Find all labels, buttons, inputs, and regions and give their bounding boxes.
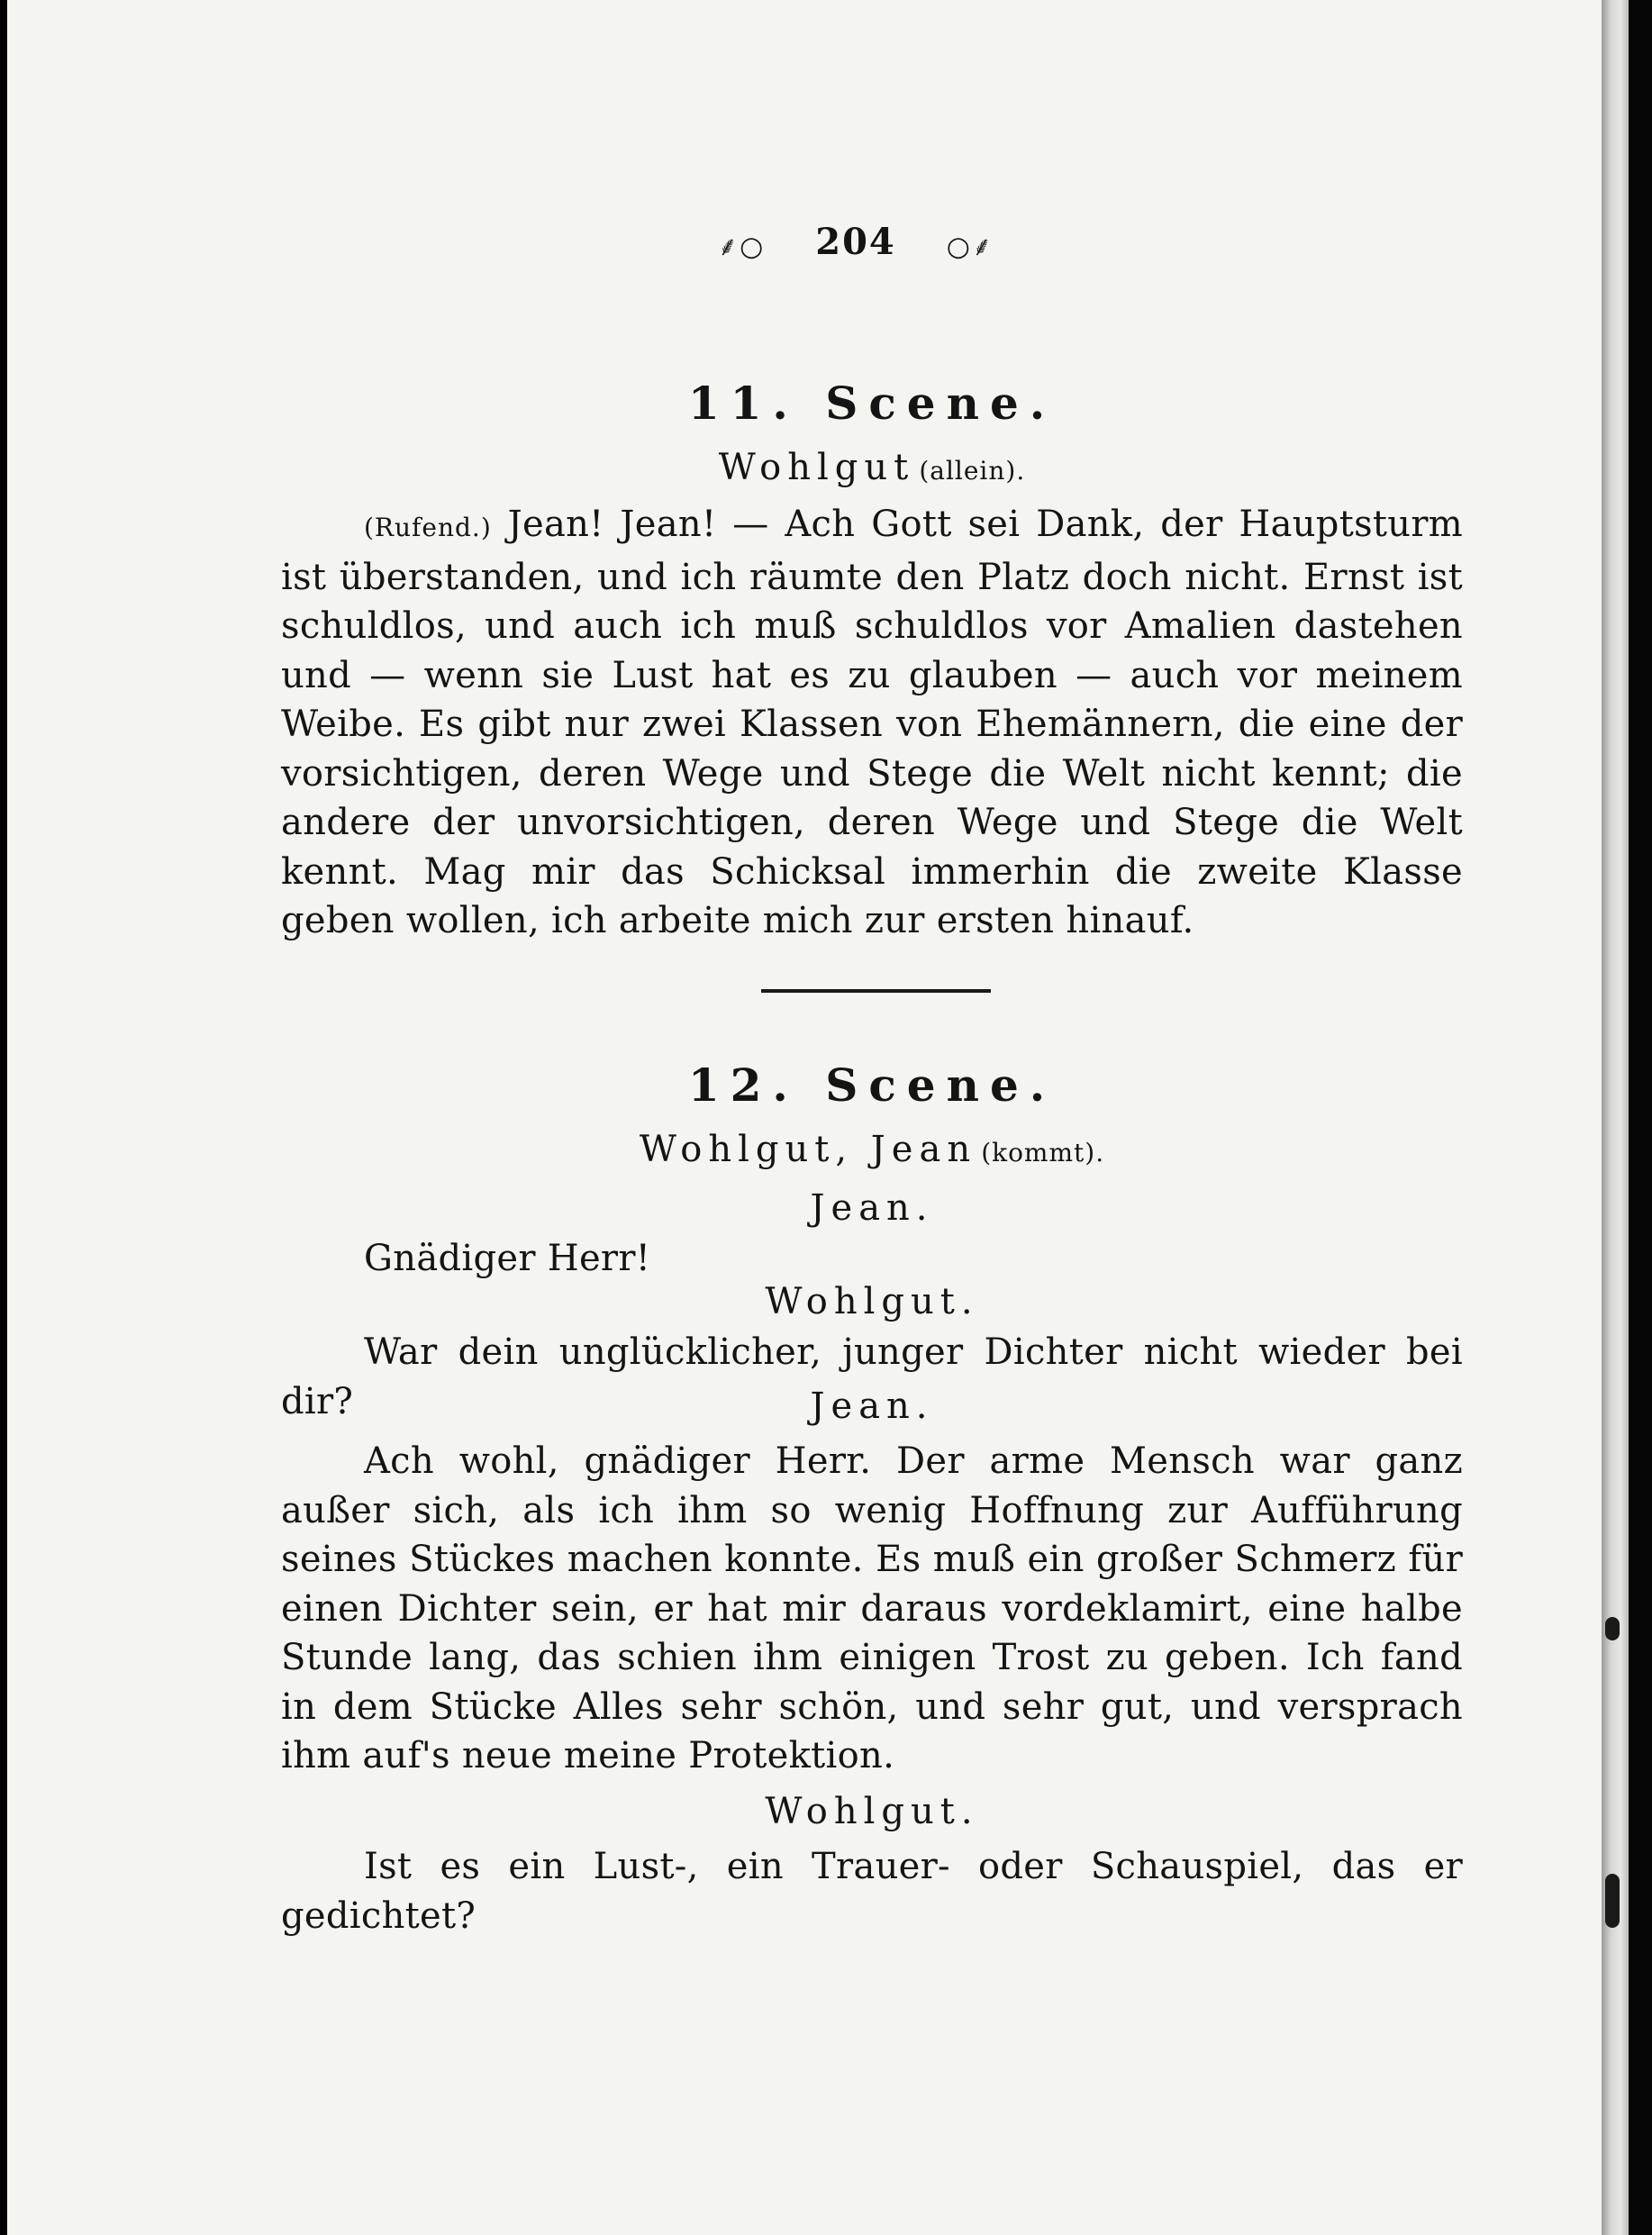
stage-direction: (Rufend.) [364, 513, 492, 542]
spine-mark [1605, 1874, 1620, 1928]
scene-11-speaker: Wohlgut [718, 447, 915, 488]
ornament-right-icon: ○⸙ [946, 231, 994, 263]
scene-11-speaker-line [281, 447, 1463, 488]
dialogue-line [281, 1234, 1463, 1284]
line-text: War dein unglücklicher, junger Dichter nicht wieder bei dir? [281, 1331, 1463, 1422]
page-number: 204 [815, 221, 896, 263]
spine-mark [1605, 1617, 1620, 1640]
scene-12-title: 12. Scene. [687, 1058, 1057, 1112]
line-speaker: Wohlgut. [765, 1281, 979, 1322]
line-text: Gnädiger Herr! [364, 1238, 651, 1279]
scene-11-title: 11. Scene. [687, 377, 1057, 430]
dialogue-line [281, 1842, 1463, 1940]
scan-edge [1629, 0, 1652, 2235]
dialogue-line [281, 1437, 1463, 1781]
scene-11-monologue [281, 500, 1463, 946]
section-divider [761, 989, 991, 993]
line-speaker: Jean. [810, 1386, 934, 1427]
scene-12-speaker-line [281, 1129, 1463, 1170]
line-text: Ach wohl, gnädiger Herr. Der arme Mensch war ganz außer sich, als ich ihm so wenig Hoffnung zur Aufführung seines Stückes machen konnte. Es muß ein großer Schmerz für einen Dichter sein, er hat mir daraus vordeklamirt, eine halbe Stunde lang, das schien ihm einigen Trost zu geben. Ich fand in dem Stücke Alles sehr schön, und sehr gut, und versprach ihm auf's neue meine Protektion. [281, 1440, 1463, 1776]
line-speaker: Jean. [810, 1187, 934, 1229]
scene-12-speakers: Wohlgut, Jean [639, 1129, 977, 1170]
monologue-text: Jean! Jean! — Ach Gott sei Dank, der Hauptsturm ist überstanden, und ich räumte den Platz doch nicht. Ernst ist schuldlos, und auch ich muß schuldlos vor Amalien dastehen und — wenn sie Lust hat es zu glauben — auch vor meinem Weibe. Es gibt nur zwei Klassen von Ehemännern, die eine der vorsichtigen, deren Wege und Stege die Welt nicht kennt; die andere der unvorsichtigen, deren Wege und Stege die Welt kennt. Mag mir das Schicksal immerhin die zweite Klasse geben wollen, ich arbeite mich zur ersten hinauf. [281, 504, 1464, 941]
line-text: Ist es ein Lust-, ein Trauer- oder Schauspiel, das er gedichtet? [281, 1846, 1463, 1937]
line-speaker: Wohlgut. [765, 1791, 979, 1832]
ornament-left-icon: ⸙○ [717, 231, 766, 263]
scene-12-speakers-note: (kommt). [981, 1138, 1105, 1167]
scene-11-speaker-note: (allein). [919, 456, 1026, 486]
page-header [703, 221, 1009, 275]
